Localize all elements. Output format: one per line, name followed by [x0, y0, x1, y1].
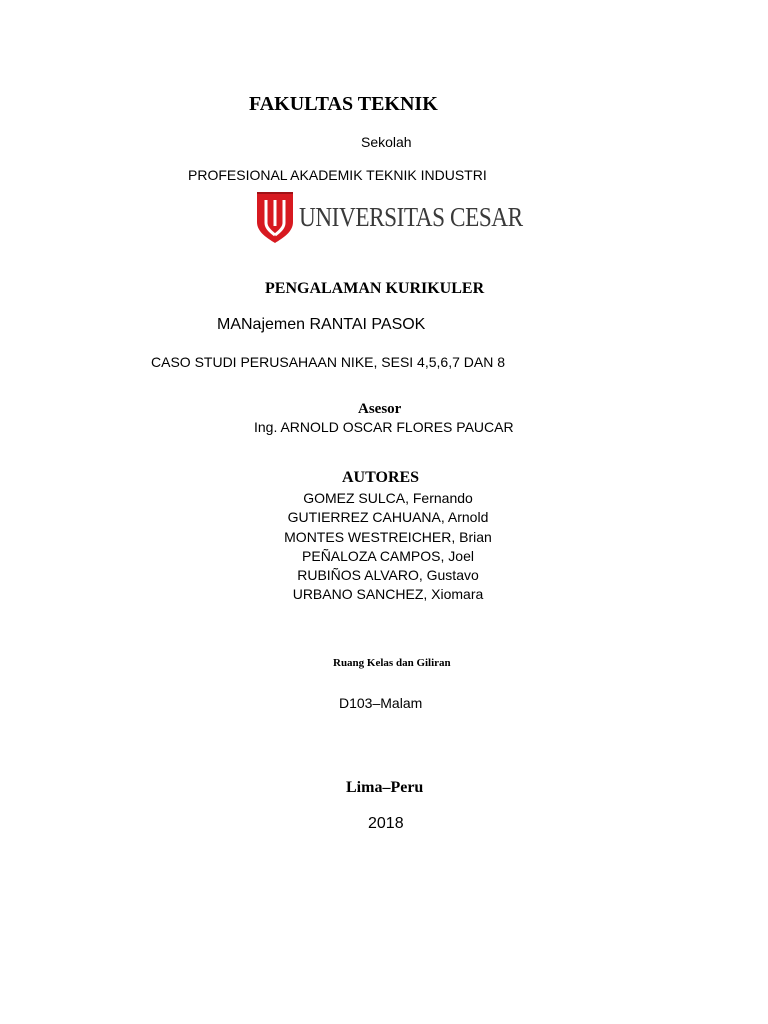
classroom-value: D103–Malam [339, 695, 423, 711]
classroom-heading: Ruang Kelas dan Giliran [333, 657, 451, 669]
case-study: CASO STUDI PERUSAHAAN NIKE, SESI 4,5,6,7 DAN 8 [151, 354, 505, 370]
author-name: RUBIÑOS ALVARO, Gustavo [297, 567, 479, 584]
advisor-name: Ing. ARNOLD OSCAR FLORES PAUCAR [254, 419, 514, 435]
authors-list [188, 489, 588, 605]
school-label: Sekolah [361, 134, 412, 150]
author-name: URBANO SANCHEZ, Xiomara [292, 586, 484, 603]
logo-text: UNIVERSITAS CESAR [299, 202, 523, 232]
authors-heading: AUTORES [342, 469, 420, 486]
course-name: MANajemen RANTAI PASOK [217, 316, 426, 333]
author-name: PEÑALOZA CAMPOS, Joel [302, 547, 474, 564]
faculty-title: FAKULTAS TEKNIK [249, 93, 438, 115]
year: 2018 [368, 815, 404, 832]
course-type: PENGALAMAN KURIKULER [265, 280, 485, 297]
shield-logo-icon [255, 190, 295, 244]
author-name: GUTIERREZ CAHUANA, Arnold [287, 509, 489, 526]
author-name: MONTES WESTREICHER, Brian [284, 528, 492, 545]
city: Lima–Peru [346, 779, 424, 796]
advisor-heading: Asesor [358, 401, 402, 417]
university-logo [255, 190, 530, 244]
author-name: GOMEZ SULCA, Fernando [303, 490, 473, 506]
program-name: PROFESIONAL AKADEMIK TEKNIK INDUSTRI [188, 167, 487, 183]
